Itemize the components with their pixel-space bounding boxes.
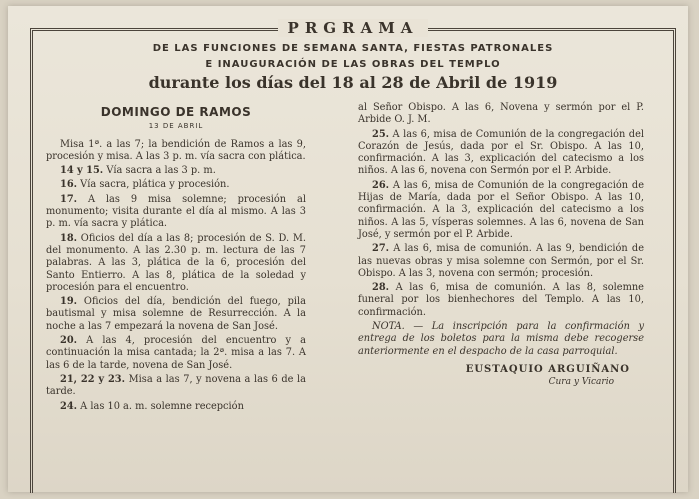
entry-number: 21, 22 y 23. [60, 373, 126, 385]
entry-text: Oficios del día, bendición del fuego, pila bautismal y misa solemne de Resurrección. A la noche a las 7 empezará la novena de San José. [46, 296, 306, 332]
entry-number: 16. [60, 179, 78, 191]
program-title: PRGRAMA [278, 19, 429, 37]
subtitle-line-2: E INAUGURACIÓN DE LAS OBRAS DEL TEMPLO [205, 59, 501, 70]
confirmation-note: NOTA. — La inscripción para la confirmación y entrega de los boletos para la misma debe recogerse anteriormente en el despacho de la casa parroquial. [358, 321, 645, 357]
entry-number: 14 y 15. [60, 165, 104, 177]
entry-number: 25. [372, 128, 390, 140]
program-entry [46, 296, 306, 333]
entry-text: A las 6, misa de comunión. A las 8, solemne funeral por los bienhechores del Templo. A las 10, confirmación. [358, 282, 644, 318]
entry-number: 27. [372, 243, 390, 255]
entry-text: A las 6, misa de Comunión de la congregación de Hijas de María, dada por el Señor Obispo. A las 10, confirmación. A la 3, explicación del catecismo a los niños. A las 5, vísperas solemnes. A las 6, novena de San José, y sermón por el P. Arbide. [358, 179, 644, 240]
entry-text: Oficios del día a las 8; procesión de S. D. M. del monumento. A las 2.30 p. m. lectura de las 7 palabras. A las 3, plática de la 6, procesión del Santo Entierro. A las 8, plática de la soledad y procesión para el encuentro. [46, 232, 306, 293]
program-entry [46, 165, 306, 177]
entry-text: A las 6, misa de comunión. A las 9, bendición de las nuevas obras y misa solemne con Sermón, por el Sr. Obispo. A las 3, novena con sermón; procesión. [358, 243, 644, 279]
signature-name: EUSTAQUIO ARGUIÑANO [465, 363, 630, 375]
program-entry [358, 282, 644, 319]
subtitle-line-1: DE LAS FUNCIONES DE SEMANA SANTA, FIESTAS PATRONALES [152, 43, 554, 54]
intro-paragraph: Misa 1ª. a las 7; la bendición de Ramos a las 9, procesión y misa. A las 3 p. m. vía sacra con plática. [46, 138, 306, 162]
entry-text: Misa a las 7, y novena a las 6 de la tarde. [46, 373, 306, 398]
entry-number: 19. [60, 296, 78, 308]
date-range: durante los días del 18 al 28 de Abril de 1919 [148, 73, 558, 92]
signature-title: Cura y Vicario [548, 377, 614, 388]
left-column [46, 102, 306, 415]
program-entry [358, 180, 644, 241]
entry-text: A las 4, procesión del encuentro y a continuación la misa cantada; la 2ª. misa a las 7. A las 6 de la tarde, novena de San José. [46, 335, 306, 371]
entry-text: Vía sacra a las 3 p. m. [106, 165, 216, 177]
program-entry [46, 179, 306, 191]
note-text: La inscripción para la confirmación y entrega de los boletos para la misma debe recogerse anteriormente en el despacho de la casa parroquial. [358, 321, 645, 357]
section-title: DOMINGO DE RAMOS [100, 105, 252, 119]
entry-number: 24. [60, 400, 78, 412]
entry-number: 18. [60, 232, 78, 244]
title-row [33, 18, 673, 37]
program-entry [46, 335, 306, 372]
program-entry [46, 233, 306, 294]
program-entry [46, 401, 306, 413]
entry-text: A las 6, misa de Comunión de la congregación del Corazón de Jesús, dada por el Sr. Obispo. A las 10, confirmación. A las 3, explicación del catecismo a los niños. A las 6, novena con Sermón por el P. Arbide. [358, 128, 644, 177]
entry-text: A las 10 a. m. solemne recepción [80, 400, 244, 412]
entry-number: 17. [60, 193, 78, 205]
entry-text: A las 9 misa solemne; procesión al monumento; visita durante el día al mismo. A las 3 p. m. vía sacra y plática. [46, 193, 306, 230]
program-entry [358, 129, 644, 178]
entry-number: 26. [372, 179, 390, 191]
program-sheet [8, 6, 688, 492]
program-entry [46, 374, 306, 399]
entry-number: 20. [60, 335, 78, 347]
entry-text: Vía sacra, plática y procesión. [80, 179, 230, 191]
section-date: 13 DE ABRIL [148, 122, 204, 131]
continuation-text: al Señor Obispo. A las 6, Novena y sermón por el P. Arbide O. J. M. [358, 102, 644, 126]
note-label: NOTA. [372, 321, 405, 333]
program-entry [46, 194, 306, 231]
entry-number: 28. [372, 282, 390, 294]
program-entry [358, 243, 644, 280]
right-column [358, 102, 644, 389]
